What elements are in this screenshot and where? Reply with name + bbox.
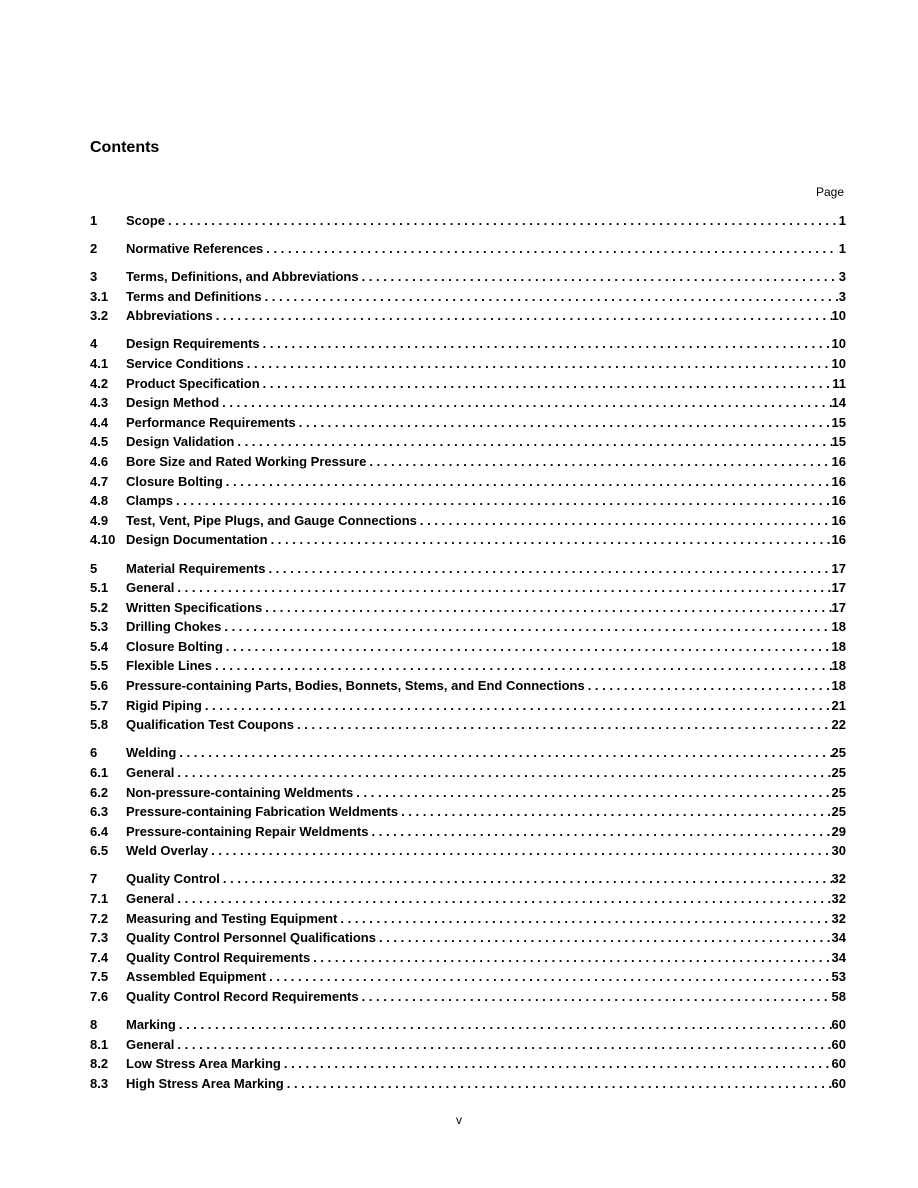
toc-entry-title: Pressure-containing Repair Weldments bbox=[126, 823, 369, 839]
toc-entry[interactable] bbox=[90, 617, 846, 637]
toc-dot-leader bbox=[359, 987, 832, 1007]
toc-section-group bbox=[90, 1015, 846, 1093]
toc-entry-number: 7.5 bbox=[90, 969, 109, 985]
toc-entry-number: 7.4 bbox=[90, 949, 109, 965]
toc-entry-page: 25 bbox=[831, 804, 846, 820]
toc-entry[interactable] bbox=[90, 1074, 846, 1094]
toc-entry-number: 4 bbox=[90, 336, 98, 352]
toc-dot-leader bbox=[353, 783, 831, 803]
toc-entry-page: 25 bbox=[831, 764, 846, 780]
toc-entry-page: 60 bbox=[831, 1017, 846, 1033]
toc-entry-number: 6 bbox=[90, 745, 98, 761]
toc-entry-page: 58 bbox=[831, 988, 846, 1004]
toc-dot-leader bbox=[220, 869, 832, 889]
toc-entry-page: 25 bbox=[831, 745, 846, 761]
toc-entry-page: 3 bbox=[838, 288, 846, 304]
toc-entry-title: General bbox=[126, 891, 175, 906]
toc-entry-page: 16 bbox=[831, 473, 846, 489]
toc-entry-page: 25 bbox=[831, 784, 846, 800]
toc-entry-number: 4.9 bbox=[90, 512, 109, 528]
toc-entry-page: 21 bbox=[831, 697, 846, 713]
toc-entry-title: Normative References bbox=[126, 241, 264, 257]
toc-entry[interactable] bbox=[90, 743, 846, 763]
toc-entry[interactable] bbox=[90, 598, 846, 618]
toc-dot-leader bbox=[165, 211, 838, 231]
toc-entry-title: Performance Requirements bbox=[126, 414, 296, 430]
toc-entry-title: General bbox=[126, 764, 175, 780]
toc-entry[interactable] bbox=[90, 239, 846, 259]
toc-entry[interactable] bbox=[90, 432, 846, 452]
toc-entry-title: Closure Bolting bbox=[126, 638, 223, 654]
toc-entry[interactable] bbox=[90, 676, 846, 696]
toc-section-group bbox=[90, 743, 846, 861]
toc-entry-number: 5.5 bbox=[90, 658, 109, 674]
toc-entry-title: Quality Control bbox=[126, 871, 220, 887]
toc-entry-number: 4.10 bbox=[90, 532, 116, 548]
toc-entry-number: 4.2 bbox=[90, 375, 109, 391]
toc-dot-leader bbox=[262, 598, 831, 618]
toc-dot-leader bbox=[213, 306, 832, 326]
toc-entry-page: 17 bbox=[831, 560, 846, 576]
toc-entry-number: 5 bbox=[90, 560, 98, 576]
toc-entry-page: 16 bbox=[831, 454, 846, 470]
toc-dot-leader bbox=[221, 617, 831, 637]
toc-section-group bbox=[90, 239, 846, 259]
toc-entry[interactable] bbox=[90, 1015, 846, 1035]
toc-entry-title: Closure Bolting bbox=[126, 473, 223, 489]
toc-entry-number: 8 bbox=[90, 1017, 98, 1033]
toc-dot-leader bbox=[263, 239, 838, 259]
toc-entry-title: Bore Size and Rated Working Pressure bbox=[126, 454, 367, 470]
toc-dot-leader bbox=[398, 802, 831, 822]
toc-entry-title: General bbox=[126, 580, 175, 596]
toc-entry[interactable] bbox=[90, 393, 846, 413]
toc-entry-number: 6.2 bbox=[90, 784, 109, 800]
toc-entry-title: Pressure-containing Fabrication Weldments bbox=[126, 804, 399, 820]
toc-dot-leader bbox=[244, 354, 832, 374]
toc-entry-title: High Stress Area Marking bbox=[126, 1075, 284, 1091]
toc-section-group bbox=[90, 211, 846, 231]
toc-entry-number: 5.3 bbox=[90, 619, 109, 635]
toc-entry-page: 3 bbox=[838, 269, 846, 285]
toc-dot-leader bbox=[294, 715, 831, 735]
table-of-contents bbox=[90, 211, 846, 1102]
toc-dot-leader bbox=[310, 948, 831, 968]
toc-entry-number: 7 bbox=[90, 871, 98, 887]
toc-entry-page: 17 bbox=[831, 580, 846, 596]
toc-entry-number: 4.7 bbox=[90, 473, 109, 489]
toc-entry-number: 5.6 bbox=[90, 678, 109, 694]
toc-entry-title: Design Method bbox=[126, 395, 220, 411]
toc-entry-page: 1 bbox=[838, 241, 846, 257]
toc-dot-leader bbox=[174, 578, 831, 598]
toc-entry-page: 18 bbox=[831, 678, 846, 694]
toc-entry-number: 8.3 bbox=[90, 1075, 109, 1091]
toc-entry-title: Terms, Definitions, and Abbreviations bbox=[126, 269, 359, 285]
toc-entry-page: 34 bbox=[831, 949, 846, 965]
toc-entry-title: Rigid Piping bbox=[126, 697, 202, 713]
toc-entry-page: 18 bbox=[831, 658, 846, 674]
toc-entry-title: Abbreviations bbox=[126, 308, 213, 324]
toc-entry-title: Pressure-containing Parts, Bodies, Bonnets, Stems, and End Connections bbox=[126, 678, 585, 694]
toc-entry-number: 4.5 bbox=[90, 434, 109, 450]
toc-entry-number: 6.3 bbox=[90, 804, 109, 820]
toc-dot-leader bbox=[219, 393, 831, 413]
toc-entry-page: 60 bbox=[831, 1075, 846, 1091]
toc-entry-page: 10 bbox=[831, 356, 846, 372]
toc-entry-number: 6.4 bbox=[90, 823, 109, 839]
toc-entry-title: Low Stress Area Marking bbox=[126, 1056, 281, 1072]
toc-dot-leader bbox=[208, 841, 831, 861]
toc-dot-leader bbox=[212, 656, 832, 676]
toc-entry-title: Drilling Chokes bbox=[126, 619, 222, 635]
toc-entry-number: 3.1 bbox=[90, 288, 109, 304]
toc-dot-leader bbox=[234, 432, 831, 452]
toc-entry-page: 30 bbox=[831, 843, 846, 859]
toc-entry[interactable] bbox=[90, 511, 846, 531]
toc-entry[interactable] bbox=[90, 530, 846, 550]
toc-dot-leader bbox=[284, 1074, 832, 1094]
toc-entry[interactable] bbox=[90, 909, 846, 929]
toc-entry-title: Welding bbox=[126, 745, 177, 761]
toc-section-group bbox=[90, 869, 846, 1006]
toc-entry[interactable] bbox=[90, 637, 846, 657]
toc-entry-number: 6.1 bbox=[90, 764, 109, 780]
toc-dot-leader bbox=[260, 374, 833, 394]
toc-dot-leader bbox=[417, 511, 832, 531]
toc-entry[interactable] bbox=[90, 889, 846, 909]
toc-entry-title: Design Documentation bbox=[126, 532, 268, 548]
toc-entry-number: 7.1 bbox=[90, 891, 109, 906]
toc-section-group bbox=[90, 267, 846, 326]
toc-entry-number: 4.4 bbox=[90, 414, 109, 430]
toc-entry-page: 18 bbox=[831, 638, 846, 654]
toc-entry-title: Assembled Equipment bbox=[126, 969, 267, 985]
toc-entry[interactable] bbox=[90, 967, 846, 987]
toc-entry-title: Scope bbox=[126, 213, 166, 228]
toc-entry-number: 4.3 bbox=[90, 395, 109, 411]
toc-entry[interactable] bbox=[90, 354, 846, 374]
toc-entry-page: 22 bbox=[831, 717, 846, 733]
toc-entry-page: 60 bbox=[831, 1036, 846, 1052]
toc-dot-leader bbox=[369, 822, 832, 842]
toc-dot-leader bbox=[173, 491, 832, 511]
toc-entry-page: 15 bbox=[831, 434, 846, 450]
toc-dot-leader bbox=[265, 559, 831, 579]
toc-entry[interactable] bbox=[90, 802, 846, 822]
toc-entry[interactable] bbox=[90, 822, 846, 842]
toc-entry[interactable] bbox=[90, 1035, 846, 1055]
toc-dot-leader bbox=[176, 743, 831, 763]
toc-entry[interactable] bbox=[90, 211, 846, 231]
toc-entry-title: Weld Overlay bbox=[126, 843, 209, 859]
toc-dot-leader bbox=[174, 889, 831, 909]
toc-entry[interactable] bbox=[90, 763, 846, 783]
toc-dot-leader bbox=[223, 472, 832, 492]
toc-entry-title: Quality Control Personnel Qualifications bbox=[126, 930, 376, 946]
toc-entry-page: 29 bbox=[831, 823, 846, 839]
toc-dot-leader bbox=[359, 267, 838, 287]
toc-entry-title: Product Specification bbox=[126, 375, 260, 391]
toc-entry-title: Marking bbox=[126, 1017, 176, 1033]
toc-entry[interactable] bbox=[90, 987, 846, 1007]
toc-entry-page: 18 bbox=[831, 619, 846, 635]
page-title: Contents bbox=[90, 139, 160, 156]
toc-dot-leader bbox=[202, 696, 832, 716]
toc-dot-leader bbox=[296, 413, 832, 433]
toc-entry-title: Test, Vent, Pipe Plugs, and Gauge Connections bbox=[126, 512, 417, 528]
toc-entry[interactable] bbox=[90, 715, 846, 735]
toc-entry-number: 5.8 bbox=[90, 717, 109, 733]
toc-entry-number: 8.1 bbox=[90, 1036, 109, 1052]
toc-entry[interactable] bbox=[90, 783, 846, 803]
toc-dot-leader bbox=[268, 530, 832, 550]
toc-dot-leader bbox=[260, 334, 832, 354]
toc-entry[interactable] bbox=[90, 413, 846, 433]
toc-entry-title: General bbox=[126, 1036, 175, 1052]
toc-entry-number: 7.3 bbox=[90, 930, 109, 946]
toc-entry-number: 3 bbox=[90, 269, 98, 285]
toc-section-group bbox=[90, 334, 846, 550]
toc-entry-number: 1 bbox=[90, 213, 98, 228]
toc-entry-page: 15 bbox=[831, 414, 846, 430]
toc-section-group bbox=[90, 559, 846, 735]
toc-entry-title: Measuring and Testing Equipment bbox=[126, 910, 338, 926]
toc-entry-page: 1 bbox=[838, 213, 846, 228]
toc-entry-title: Material Requirements bbox=[126, 560, 266, 576]
toc-entry-number: 6.5 bbox=[90, 843, 109, 859]
toc-entry[interactable] bbox=[90, 869, 846, 889]
toc-entry[interactable] bbox=[90, 928, 846, 948]
toc-entry-title: Non-pressure-containing Weldments bbox=[126, 784, 354, 800]
toc-entry-page: 16 bbox=[831, 512, 846, 528]
toc-entry[interactable] bbox=[90, 334, 846, 354]
toc-dot-leader bbox=[174, 763, 831, 783]
toc-entry-page: 16 bbox=[831, 532, 846, 548]
toc-entry-title: Quality Control Requirements bbox=[126, 949, 311, 965]
toc-entry[interactable] bbox=[90, 374, 846, 394]
toc-entry[interactable] bbox=[90, 578, 846, 598]
toc-entry-title: Design Validation bbox=[126, 434, 235, 450]
toc-entry-number: 5.2 bbox=[90, 599, 109, 615]
toc-entry-title: Terms and Definitions bbox=[126, 288, 262, 304]
toc-entry[interactable] bbox=[90, 656, 846, 676]
toc-dot-leader bbox=[376, 928, 832, 948]
toc-dot-leader bbox=[585, 676, 832, 696]
toc-dot-leader bbox=[176, 1015, 832, 1035]
toc-entry-title: Written Specifications bbox=[126, 599, 263, 615]
toc-entry[interactable] bbox=[90, 452, 846, 472]
toc-dot-leader bbox=[174, 1035, 831, 1055]
toc-entry-number: 5.1 bbox=[90, 580, 109, 596]
toc-dot-leader bbox=[262, 287, 838, 307]
toc-entry-page: 14 bbox=[831, 395, 846, 411]
toc-entry-page: 32 bbox=[831, 910, 846, 926]
toc-dot-leader bbox=[266, 967, 831, 987]
toc-entry-number: 4.1 bbox=[90, 356, 109, 372]
toc-entry-number: 5.4 bbox=[90, 638, 109, 654]
toc-dot-leader bbox=[223, 637, 832, 657]
toc-entry[interactable] bbox=[90, 841, 846, 861]
toc-entry[interactable] bbox=[90, 1054, 846, 1074]
page-number-footer: v bbox=[456, 1113, 462, 1127]
toc-entry-number: 4.8 bbox=[90, 493, 109, 509]
toc-entry-page: 32 bbox=[831, 891, 846, 906]
toc-entry-number: 3.2 bbox=[90, 308, 109, 324]
toc-entry-title: Service Conditions bbox=[126, 356, 244, 372]
toc-entry[interactable] bbox=[90, 472, 846, 492]
toc-entry-number: 4.6 bbox=[90, 454, 109, 470]
toc-entry-page: 10 bbox=[831, 308, 846, 324]
toc-dot-leader bbox=[337, 909, 831, 929]
toc-entry-number: 5.7 bbox=[90, 697, 109, 713]
toc-entry-page: 10 bbox=[831, 336, 846, 352]
toc-entry-page: 53 bbox=[831, 969, 846, 985]
toc-entry-title: Qualification Test Coupons bbox=[126, 717, 295, 733]
toc-entry-page: 17 bbox=[831, 599, 846, 615]
toc-entry-title: Design Requirements bbox=[126, 336, 260, 352]
toc-entry-number: 7.2 bbox=[90, 910, 109, 926]
toc-entry[interactable] bbox=[90, 948, 846, 968]
toc-entry-number: 2 bbox=[90, 241, 98, 257]
toc-dot-leader bbox=[366, 452, 831, 472]
toc-entry-page: 34 bbox=[831, 930, 846, 946]
toc-entry[interactable] bbox=[90, 267, 846, 287]
toc-entry[interactable] bbox=[90, 306, 846, 326]
toc-entry-page: 11 bbox=[832, 375, 846, 391]
toc-entry-title: Quality Control Record Requirements bbox=[126, 988, 359, 1004]
toc-entry-title: Clamps bbox=[126, 493, 173, 509]
toc-entry-page: 32 bbox=[831, 871, 846, 887]
toc-entry[interactable] bbox=[90, 696, 846, 716]
toc-entry[interactable] bbox=[90, 287, 846, 307]
toc-entry-number: 7.6 bbox=[90, 988, 109, 1004]
toc-dot-leader bbox=[281, 1054, 832, 1074]
toc-entry[interactable] bbox=[90, 491, 846, 511]
toc-entry-title: Flexible Lines bbox=[126, 658, 212, 674]
toc-entry-number: 8.2 bbox=[90, 1056, 109, 1072]
toc-entry-page: 16 bbox=[831, 493, 846, 509]
page-column-header: Page bbox=[815, 185, 844, 199]
toc-entry-page: 60 bbox=[831, 1056, 846, 1072]
toc-entry[interactable] bbox=[90, 559, 846, 579]
